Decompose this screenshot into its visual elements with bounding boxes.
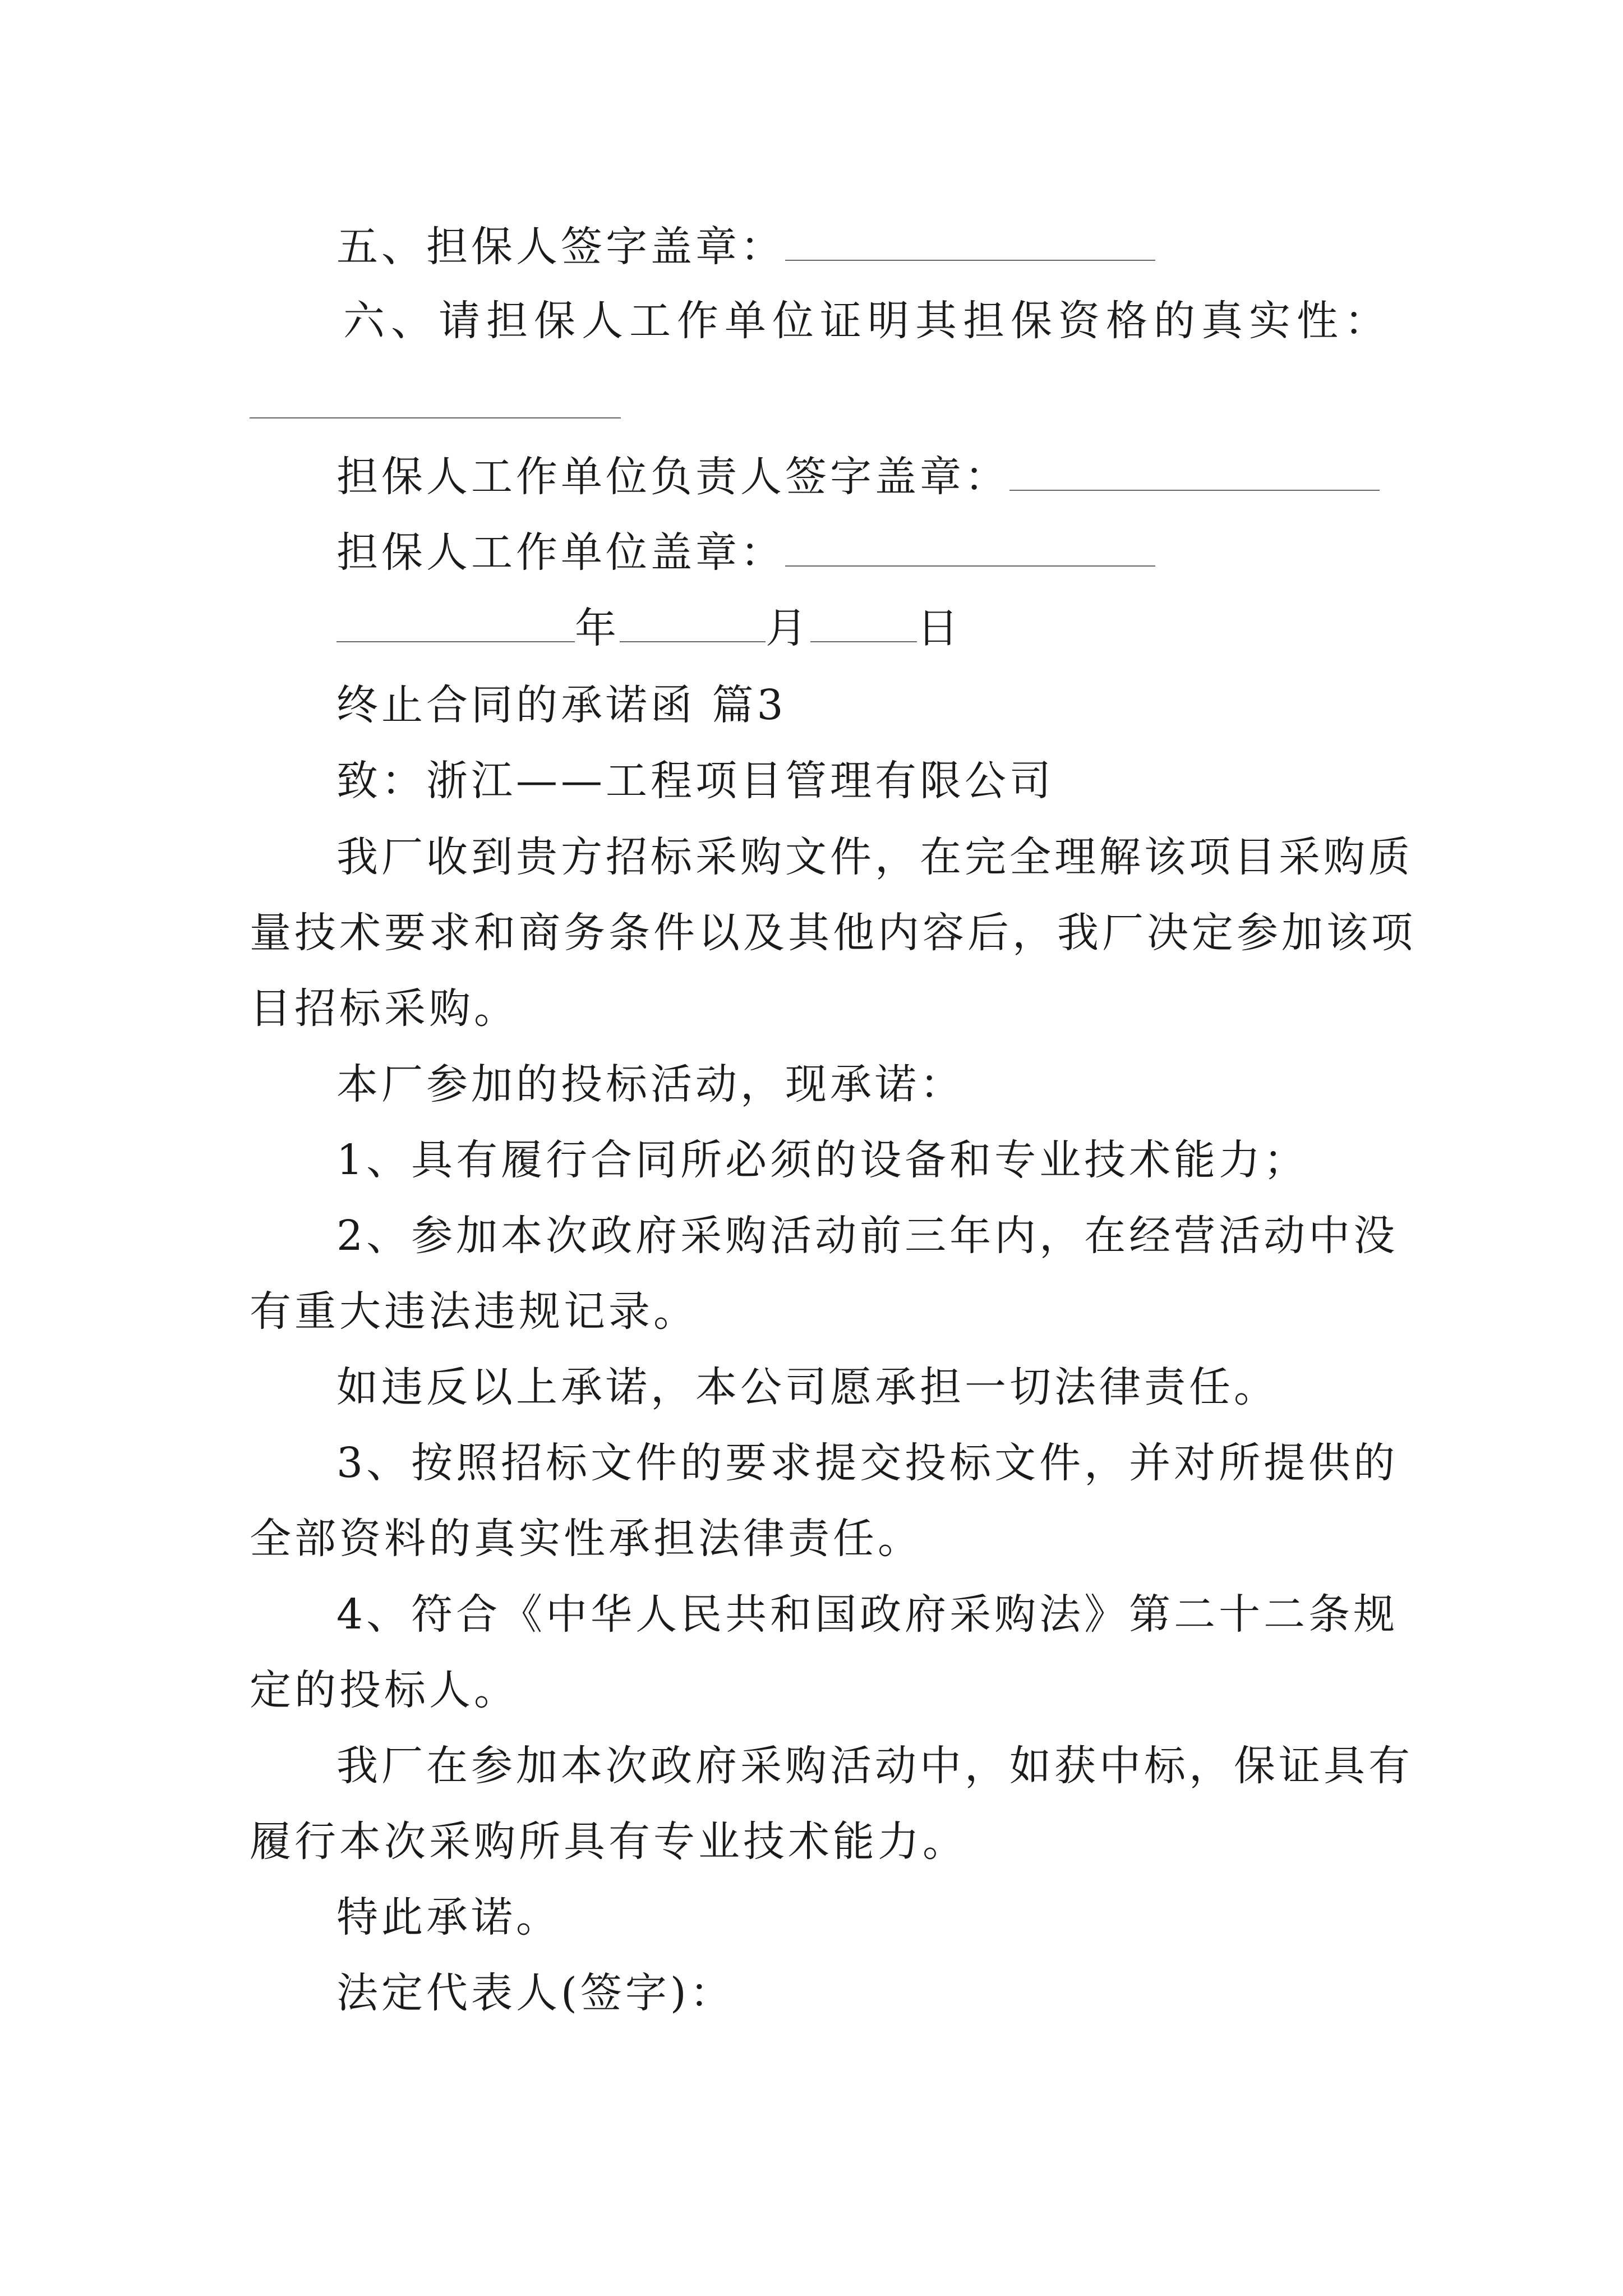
year-blank [336,606,575,642]
section-heading: 终止合同的承诺函 篇3 [336,681,787,729]
list-item: 3、按照招标文件的要求提交投标文件，并对所提供的 [336,1439,1399,1487]
employer-seal-label: 担保人工作单位盖章： [336,528,785,577]
paragraph-line: 本厂参加的投标活动，现承诺： [336,1060,965,1108]
paragraph-line: 我厂收到贵方招标采购文件，在完全理解该项目采购质 [336,833,1413,881]
guarantor-signature-blank [785,225,1155,261]
year-label: 年 [575,604,620,652]
legal-representative-signature-label: 法定代表人(签字)： [336,1969,735,2017]
paragraph-line: 目招标采购。 [250,984,519,1033]
guarantor-signature-line [336,219,1155,275]
employer-head-signature-label: 担保人工作单位负责人签字盖章： [336,453,1009,501]
employer-head-signature-blank [1009,455,1380,491]
list-item-continuation: 定的投标人。 [250,1666,519,1714]
list-item: 4、符合《中华人民共和国政府采购法》第二十二条规 [336,1590,1399,1639]
list-item-continuation: 全部资料的真实性承担法律责任。 [250,1515,923,1563]
paragraph-line: 我厂在参加本次政府采购活动中，如获中标，保证具有 [336,1742,1413,1790]
day-label: 日 [917,604,962,652]
recipient-line: 致：浙江——工程项目管理有限公司 [336,757,1054,805]
date-line [336,600,962,656]
list-item: 2、参加本次政府采购活动前三年内，在经营活动中没 [336,1212,1399,1260]
month-label: 月 [766,604,810,652]
day-blank [810,606,917,642]
list-item-continuation: 有重大违法违规记录。 [250,1287,698,1336]
paragraph-line: 履行本次采购所具有专业技术能力。 [250,1818,967,1866]
month-blank [620,606,766,642]
employer-head-signature-line [336,449,1380,505]
employer-seal-line [336,524,1155,581]
paragraph-line: 如违反以上承诺，本公司愿承担一切法律责任。 [336,1363,1279,1411]
employer-seal-blank [785,531,1155,567]
paragraph-line: 量技术要求和商务条件以及其他内容后，我厂决定参加该项 [250,909,1416,957]
employer-certification-blank [250,417,621,418]
guarantor-signature-label: 五、担保人签字盖章： [336,223,785,271]
list-item: 1、具有履行合同所必须的设备和专业技术能力； [336,1136,1309,1184]
employer-certification-line: 六、请担保人工作单位证明其担保资格的真实性： [343,297,1392,345]
paragraph-line: 特此承诺。 [336,1893,561,1941]
